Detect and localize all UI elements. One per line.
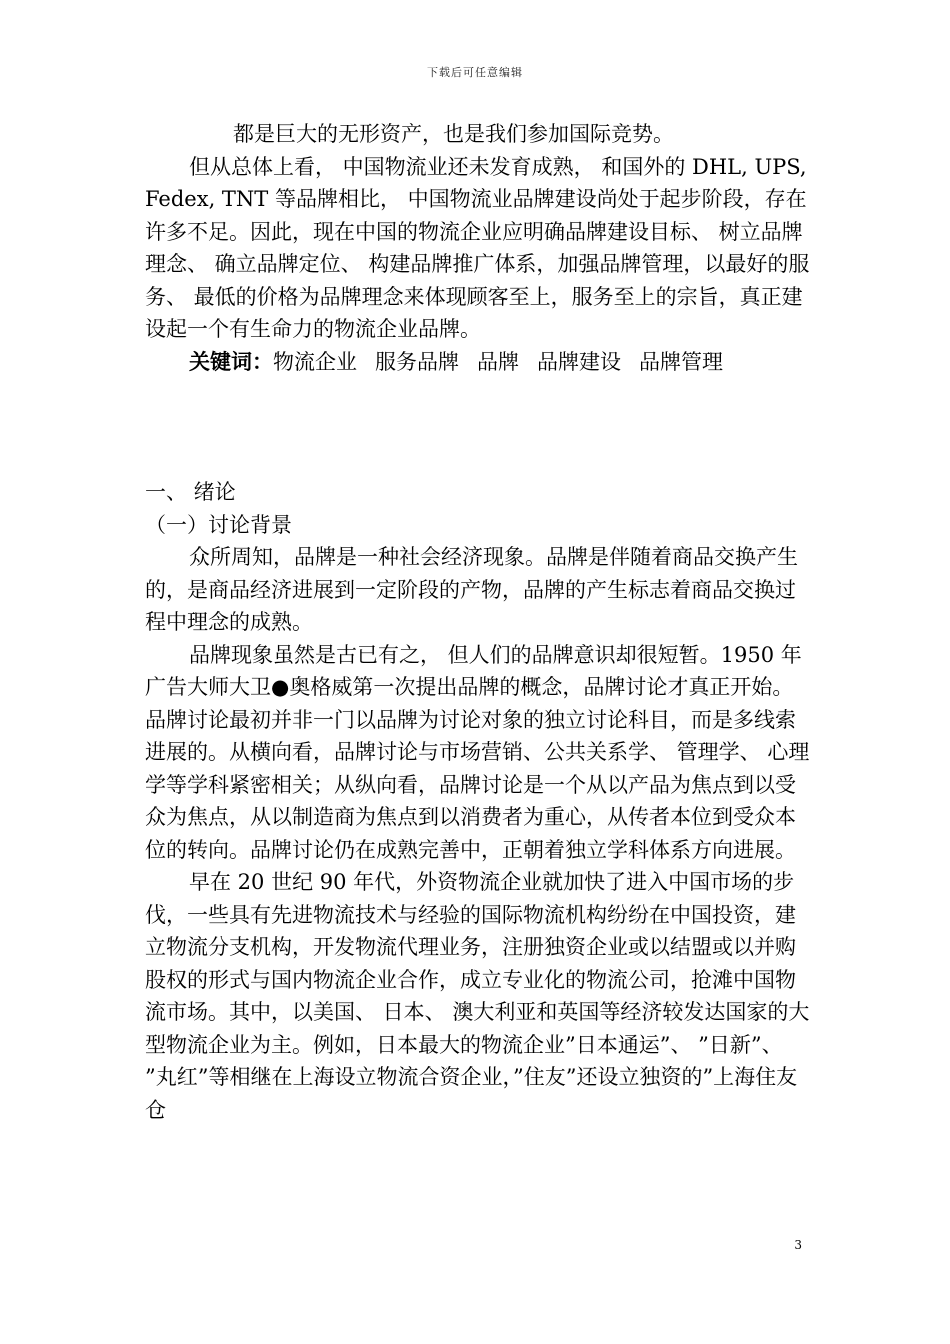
paragraph-continuation: 都是巨大的无形资产，也是我们参加国际竞势。	[233, 122, 674, 146]
section-heading: 一、 绪论	[145, 480, 236, 504]
section-gap	[145, 378, 810, 476]
page-number: 3	[794, 1238, 802, 1252]
keyword-item: 品牌建设	[537, 349, 621, 374]
paragraph-body: 众所周知，品牌是一种社会经济现象。品牌是伴随着商品交换产生的，是商品经济进展到一定阶段的产物，品牌的产生标志着商品交换过程中理念的成熟。	[145, 545, 798, 634]
keywords-line	[145, 346, 810, 379]
keywords-label: 关键词：	[189, 348, 273, 374]
keyword-item: 物流企业	[273, 349, 357, 374]
paragraph-body: 早在 20 世纪 90 年代，外资物流企业就加快了进入中国市场的步伐，一些具有先进物流技术与经验的国际物流机构纷纷在中国投资，建立物流分支机构，开发物流代理业务，注册独资企业或以结盟或以并购股权的形式与国内物流企业合作，成立专业化的物流公司，抢滩中国物流市场。其中，以美国、 日本、 澳大利亚和英国等经济较发达国家的大型物流企业为主。例如，日本最大的物流企业”日本通运”、 ”日新”、 ”丸红”等相继在上海设立物流合资企业，”住友”还设立独资的”上海住友仓	[145, 870, 810, 1122]
keyword-item: 服务品牌	[375, 349, 459, 374]
keyword-item: 品牌	[477, 349, 519, 374]
paragraph-summary: 但从总体上看， 中国物流业还未发育成熟， 和国外的 DHL, UPS, Fedex, TNT 等品牌相比， 中国物流业品牌建设尚处于起步阶段，存在许多不足。因此，现在中国的物流企业应明确品牌建设目标、 树立品牌理念、 确立品牌定位、 构建品牌推广体系，加强品牌管理，以最好的服务、 最低的价格为品牌理念来体现顾客至上，服务至上的宗旨，真正建设起一个有生命力的物流企业品牌。	[145, 154, 810, 341]
section-subheading: （一）讨论背景	[145, 512, 292, 537]
document-body	[145, 118, 810, 1126]
keyword-item: 品牌管理	[639, 349, 723, 374]
page-header: 下载后可任意编辑	[427, 66, 523, 79]
paragraph-body: 品牌现象虽然是古已有之， 但人们的品牌意识却很短暂。1950 年广告大师大卫●奥格威第一次提出品牌的概念，品牌讨论才真正开始。品牌讨论最初并非一门以品牌为讨论对象的独立讨论科目，而是多线索进展的。从横向看，品牌讨论与市场营销、公共关系学、 管理学、 心理学等学科紧密相关；从纵向看，品牌讨论是一个从以产品为焦点到以受众为焦点，从以制造商为焦点到以消费者为重心，从传者本位到受众本位的转向。品牌讨论仍在成熟完善中，正朝着独立学科体系方向进展。	[145, 642, 810, 862]
